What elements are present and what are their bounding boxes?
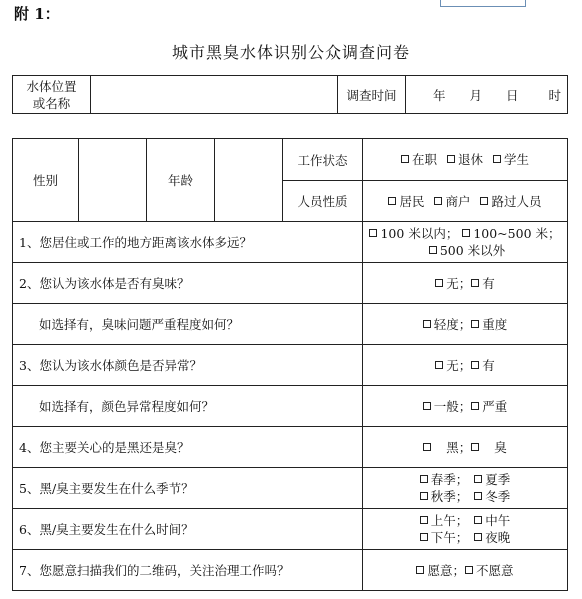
question-text: 3、您认为该水体颜色是否异常？ bbox=[13, 345, 363, 386]
checkbox-icon[interactable] bbox=[474, 533, 482, 541]
survey-title: 城市黑臭水体识别公众调查问卷 bbox=[171, 43, 410, 62]
option-label: 上午； bbox=[430, 513, 469, 528]
question-options bbox=[363, 550, 568, 591]
question-row bbox=[13, 263, 568, 304]
question-options bbox=[363, 427, 568, 468]
option-label: 无； bbox=[446, 357, 472, 373]
checkbox-icon[interactable] bbox=[369, 229, 377, 237]
unit-year: 年 bbox=[432, 87, 446, 103]
checkbox-icon[interactable] bbox=[420, 492, 428, 500]
checkbox-icon[interactable] bbox=[423, 320, 431, 328]
checkbox-icon[interactable] bbox=[471, 361, 479, 369]
person-type-options bbox=[363, 181, 568, 222]
option-label: 严重 bbox=[482, 398, 508, 414]
question-text: 如选择有，颜色异常程度如何？ bbox=[13, 386, 363, 427]
option-employed: 在职 bbox=[411, 152, 437, 167]
question-text: 如选择有，臭味问题严重程度如何？ bbox=[13, 304, 363, 345]
unit-month: 月 bbox=[469, 87, 482, 103]
option-label: 春季； bbox=[430, 472, 469, 487]
question-options bbox=[363, 222, 568, 263]
question-options bbox=[363, 468, 568, 509]
question-row bbox=[13, 468, 568, 509]
location-time-table bbox=[12, 75, 568, 114]
option-student: 学生 bbox=[503, 152, 529, 167]
option-label: 有 bbox=[482, 357, 495, 373]
option-resident: 居民 bbox=[399, 193, 425, 209]
option-label: 重度 bbox=[482, 316, 508, 332]
survey-time-label: 调查时间 bbox=[338, 76, 406, 114]
question-options bbox=[363, 263, 568, 304]
checkbox-icon[interactable] bbox=[480, 197, 488, 205]
checkbox-icon[interactable] bbox=[471, 402, 479, 410]
questionnaire-table bbox=[12, 138, 568, 591]
age-field[interactable] bbox=[215, 139, 283, 222]
checkbox-icon[interactable] bbox=[416, 566, 424, 574]
top-corner-box bbox=[440, 0, 526, 7]
option-label: 中午 bbox=[485, 513, 511, 528]
work-status-options bbox=[363, 139, 568, 181]
option-label: 100 米以内； bbox=[380, 226, 459, 241]
option-label: 冬季 bbox=[485, 489, 511, 504]
checkbox-icon[interactable] bbox=[435, 279, 443, 287]
checkbox-icon[interactable] bbox=[471, 279, 479, 287]
checkbox-icon[interactable] bbox=[388, 197, 396, 205]
person-type-label: 人员性质 bbox=[283, 181, 363, 222]
checkbox-icon[interactable] bbox=[401, 155, 409, 163]
question-row bbox=[13, 509, 568, 550]
location-label-line2: 或名称 bbox=[32, 95, 71, 111]
question-text: 1、您居住或工作的地方距离该水体多远？ bbox=[13, 222, 363, 263]
work-status-label: 工作状态 bbox=[283, 139, 363, 181]
question-row bbox=[13, 304, 568, 345]
question-text: 6、黑/臭主要发生在什么时间？ bbox=[13, 509, 363, 550]
checkbox-icon[interactable] bbox=[471, 443, 479, 451]
location-field[interactable] bbox=[91, 76, 338, 114]
question-row bbox=[13, 222, 568, 263]
checkbox-icon[interactable] bbox=[429, 246, 437, 254]
question-text: 2、您认为该水体是否有臭味？ bbox=[13, 263, 363, 304]
checkbox-icon[interactable] bbox=[474, 516, 482, 524]
checkbox-icon[interactable] bbox=[420, 533, 428, 541]
option-merchant: 商户 bbox=[445, 193, 471, 209]
option-label: 下午； bbox=[430, 530, 469, 545]
unit-hour: 时 bbox=[548, 87, 561, 103]
checkbox-icon[interactable] bbox=[420, 475, 428, 483]
option-label: 有 bbox=[482, 275, 495, 291]
gender-field[interactable] bbox=[79, 139, 147, 222]
checkbox-icon[interactable] bbox=[465, 566, 473, 574]
checkbox-icon[interactable] bbox=[423, 443, 431, 451]
question-text: 7、您愿意扫描我们的二维码，关注治理工作吗？ bbox=[13, 550, 363, 591]
question-row bbox=[13, 386, 568, 427]
appendix-label: 附 1： bbox=[14, 5, 60, 23]
gender-label: 性别 bbox=[13, 139, 79, 222]
option-label: 无； bbox=[446, 275, 472, 291]
question-options bbox=[363, 345, 568, 386]
question-text: 5、黑/臭主要发生在什么季节？ bbox=[13, 468, 363, 509]
option-retired: 退休 bbox=[457, 152, 483, 167]
age-label: 年龄 bbox=[147, 139, 215, 222]
option-label: 轻度； bbox=[433, 316, 472, 332]
checkbox-icon[interactable] bbox=[471, 320, 479, 328]
option-label: 夏季 bbox=[485, 472, 511, 487]
option-label: 100~500 米； bbox=[473, 226, 561, 241]
checkbox-icon[interactable] bbox=[434, 197, 442, 205]
checkbox-icon[interactable] bbox=[474, 475, 482, 483]
checkbox-icon[interactable] bbox=[423, 402, 431, 410]
checkbox-icon[interactable] bbox=[447, 155, 455, 163]
question-text: 4、您主要关心的是黑还是臭？ bbox=[13, 427, 363, 468]
option-label: 臭 bbox=[494, 439, 507, 455]
option-passerby: 路过人员 bbox=[491, 193, 542, 209]
checkbox-icon[interactable] bbox=[474, 492, 482, 500]
question-row bbox=[13, 550, 568, 591]
option-label: 黑； bbox=[446, 439, 472, 455]
option-label: 夜晚 bbox=[485, 530, 511, 545]
option-label: 愿意； bbox=[427, 562, 465, 578]
question-row bbox=[13, 427, 568, 468]
question-row bbox=[13, 345, 568, 386]
survey-time-field[interactable] bbox=[406, 76, 568, 114]
checkbox-icon[interactable] bbox=[435, 361, 443, 369]
checkbox-icon[interactable] bbox=[462, 229, 470, 237]
checkbox-icon[interactable] bbox=[420, 516, 428, 524]
option-label: 一般； bbox=[433, 398, 472, 414]
question-options bbox=[363, 304, 568, 345]
question-options bbox=[363, 509, 568, 550]
location-label-line1: 水体位置 bbox=[26, 78, 77, 94]
unit-day: 日 bbox=[505, 87, 519, 103]
location-label bbox=[13, 76, 91, 114]
option-label: 秋季； bbox=[430, 489, 469, 504]
question-options bbox=[363, 386, 568, 427]
option-label: 不愿意 bbox=[476, 562, 514, 578]
checkbox-icon[interactable] bbox=[493, 155, 501, 163]
option-label: 500 米以外 bbox=[439, 243, 506, 258]
